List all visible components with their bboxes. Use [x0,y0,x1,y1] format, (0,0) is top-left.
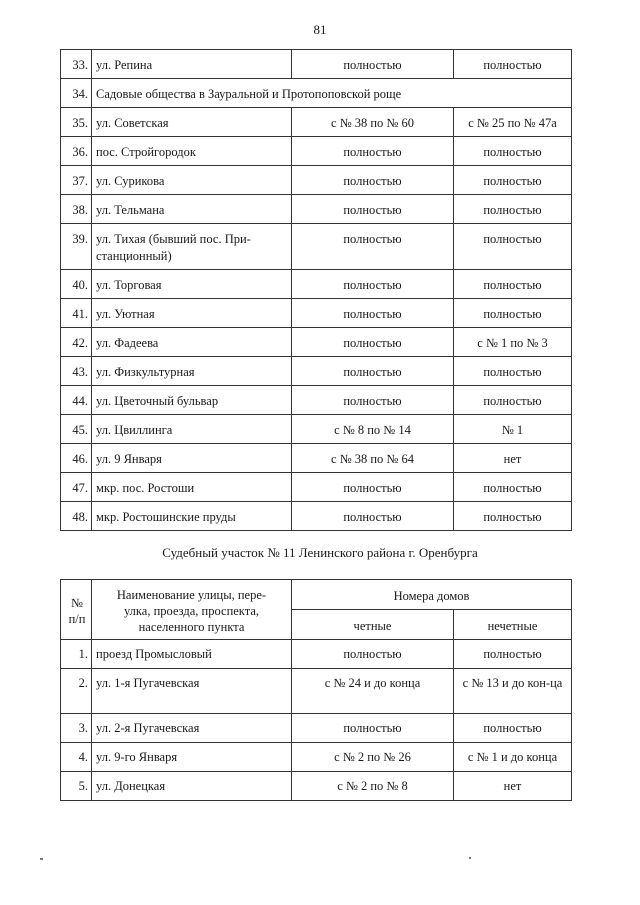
odd-houses: полностью [454,357,572,386]
table-row [61,137,572,166]
streets-table-continued [60,49,572,531]
table-row [61,79,572,108]
row-number: 45. [61,415,92,444]
table-row [61,224,572,270]
scan-speck [40,858,43,860]
street-name: ул. Сурикова [92,166,292,195]
row-number: 38. [61,195,92,224]
even-houses: полностью [292,328,454,357]
even-houses: с № 2 по № 26 [292,743,454,772]
table-row [61,166,572,195]
even-houses: с № 38 по № 60 [292,108,454,137]
street-name: ул. Торговая [92,270,292,299]
even-houses: полностью [292,224,454,270]
table-row [61,714,572,743]
header-number-label: № п/п [68,595,86,626]
table-row [61,108,572,137]
row-number: 40. [61,270,92,299]
row-number: 3. [61,714,92,743]
odd-houses: полностью [454,714,572,743]
table-row [61,195,572,224]
header-street-name [92,580,292,640]
odd-houses: полностью [454,195,572,224]
scan-speck [469,857,471,859]
header-street-name-label: Наименование улицы, пере-улка, проезда, проспекта, населенного пункта [116,587,267,634]
even-houses: с № 8 по № 14 [292,415,454,444]
street-name: ул. Донецкая [92,772,292,801]
odd-houses: полностью [454,473,572,502]
court-district-table-body [61,640,572,801]
row-number: 33. [61,50,92,79]
row-number: 41. [61,299,92,328]
header-number [61,580,92,640]
street-name: пос. Стройгородок [92,137,292,166]
row-number: 5. [61,772,92,801]
table-row [61,473,572,502]
table-row [61,357,572,386]
section-title: Судебный участок № 11 Ленинского района г. Оренбурга [162,545,478,560]
odd-houses: полностью [454,640,572,669]
odd-houses: с № 1 и до конца [454,743,572,772]
odd-houses: полностью [454,166,572,195]
header-odd: нечетные [454,610,572,640]
row-number: 44. [61,386,92,415]
street-name: ул. Тельмана [92,195,292,224]
page-number: 81 [313,22,327,37]
table-row [61,669,572,714]
court-district-11-table [60,579,572,801]
odd-houses: с № 13 и до кон-ца [454,669,572,714]
row-number: 36. [61,137,92,166]
table-row [61,640,572,669]
row-number: 35. [61,108,92,137]
odd-houses: полностью [454,270,572,299]
row-number: 34. [61,79,92,108]
odd-houses: нет [454,772,572,801]
table-row [61,502,572,531]
even-houses: полностью [292,714,454,743]
odd-houses: полностью [454,502,572,531]
row-number: 37. [61,166,92,195]
street-name: ул. Цвиллинга [92,415,292,444]
odd-houses: с № 25 по № 47а [454,108,572,137]
table-row [61,772,572,801]
row-number: 48. [61,502,92,531]
odd-houses: нет [454,444,572,473]
table-row [61,270,572,299]
even-houses: полностью [292,502,454,531]
row-number: 1. [61,640,92,669]
street-name: ул. Цветочный бульвар [92,386,292,415]
street-name: ул. 9 Января [92,444,292,473]
row-number: 42. [61,328,92,357]
street-name: мкр. пос. Ростоши [92,473,292,502]
odd-houses: полностью [454,224,572,270]
even-houses: полностью [292,137,454,166]
odd-houses: полностью [454,386,572,415]
row-number: 4. [61,743,92,772]
table-header [61,580,572,640]
even-houses: полностью [292,357,454,386]
table-row [61,328,572,357]
street-name: ул. Тихая (бывший пос. При-станционный) [92,224,292,270]
street-name: ул. 1-я Пугачевская [92,669,292,714]
odd-houses: полностью [454,299,572,328]
row-number: 2. [61,669,92,714]
street-name: проезд Промысловый [92,640,292,669]
row-number: 46. [61,444,92,473]
table-row [61,299,572,328]
even-houses: полностью [292,386,454,415]
row-number: 43. [61,357,92,386]
streets-table-body [61,50,572,531]
even-houses: с № 2 по № 8 [292,772,454,801]
row-number: 47. [61,473,92,502]
table-row [61,415,572,444]
table-row [61,50,572,79]
even-houses: полностью [292,473,454,502]
street-name: Садовые общества в Зауральной и Протопоповской роще [92,79,572,108]
table-row [61,444,572,473]
even-houses: полностью [292,640,454,669]
odd-houses: полностью [454,50,572,79]
even-houses: полностью [292,195,454,224]
even-houses: с № 24 и до конца [292,669,454,714]
header-even: четные [292,610,454,640]
odd-houses: полностью [454,137,572,166]
street-name: ул. 9-го Января [92,743,292,772]
street-name: ул. 2-я Пугачевская [92,714,292,743]
even-houses: с № 38 по № 64 [292,444,454,473]
street-name: ул. Репина [92,50,292,79]
row-number: 39. [61,224,92,270]
odd-houses: № 1 [454,415,572,444]
even-houses: полностью [292,166,454,195]
street-name: ул. Физкультурная [92,357,292,386]
street-name: ул. Уютная [92,299,292,328]
even-houses: полностью [292,270,454,299]
even-houses: полностью [292,50,454,79]
header-house-numbers: Номера домов [292,580,572,610]
street-name: ул. Фадеева [92,328,292,357]
odd-houses: с № 1 по № 3 [454,328,572,357]
street-name: ул. Советская [92,108,292,137]
street-name: мкр. Ростошинские пруды [92,502,292,531]
even-houses: полностью [292,299,454,328]
table-row [61,386,572,415]
table-row [61,743,572,772]
